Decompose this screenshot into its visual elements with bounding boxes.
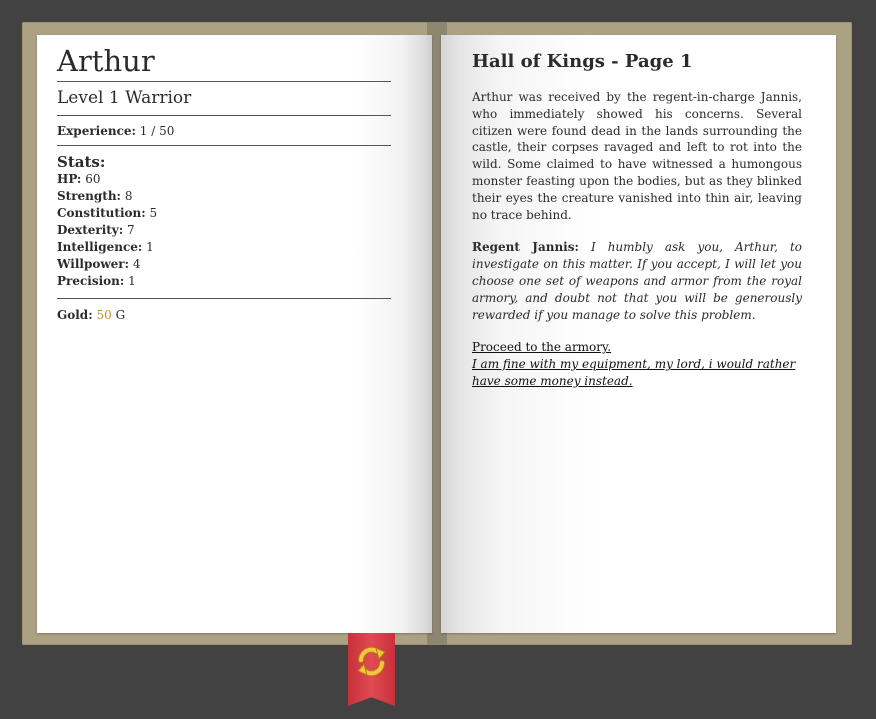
- stat-label: Constitution:: [57, 206, 146, 220]
- page-title: Hall of Kings - Page 1: [472, 51, 693, 72]
- experience-label: Experience:: [57, 124, 136, 138]
- stat-label: Dexterity:: [57, 223, 124, 237]
- choice-money-link[interactable]: I am fine with my equipment, my lord, i would rather have some money instead.: [472, 357, 796, 388]
- stat-strength: [57, 188, 391, 205]
- stats-section: [57, 146, 391, 298]
- stat-hp: [57, 171, 391, 188]
- stat-value: 8: [124, 189, 133, 203]
- speaker-name: Regent Jannis:: [472, 240, 579, 255]
- stat-label: Precision:: [57, 274, 125, 288]
- character-page: [37, 35, 432, 633]
- stat-intelligence: [57, 239, 391, 256]
- character-sheet: [57, 43, 391, 323]
- gold-unit: G: [115, 308, 126, 322]
- stat-value: 7: [127, 223, 135, 237]
- stat-label: Intelligence:: [57, 240, 143, 254]
- refresh-icon: [353, 643, 390, 680]
- experience-value: 1 / 50: [139, 124, 175, 138]
- gold-label: Gold:: [57, 308, 93, 322]
- bookmark-ribbon[interactable]: [348, 633, 395, 706]
- gold-row: [57, 299, 391, 323]
- experience-row: [57, 116, 391, 145]
- choice-armory-link[interactable]: Proceed to the armory.: [472, 340, 612, 355]
- stat-value: 1: [146, 240, 154, 254]
- stat-label: Strength:: [57, 189, 121, 203]
- stat-label: Willpower:: [57, 257, 130, 271]
- character-class: Level 1 Warrior: [57, 88, 192, 108]
- character-name: Arthur: [57, 44, 155, 78]
- stat-value: 5: [149, 206, 158, 220]
- dialogue-text: I humbly ask you, Arthur, to investigate on this matter. If you accept, I will let you choose one set of weapons and armor from the royal armory, and doubt not that you will be generously rewarded if you manage to solve this problem.: [472, 240, 802, 322]
- stat-value: 60: [85, 172, 101, 186]
- gold-amount: 50: [96, 308, 112, 322]
- stat-constitution: [57, 205, 391, 222]
- stat-dexterity: [57, 222, 391, 239]
- stat-precision: [57, 273, 391, 290]
- story-page: [441, 35, 836, 633]
- dialogue: [472, 239, 802, 323]
- stats-title: Stats:: [57, 153, 106, 171]
- stat-value: 1: [128, 274, 136, 288]
- story-paragraph: Arthur was received by the regent-in-charge Jannis, who immediately showed his concerns. Several citizen were found dead in the lands surrounding the castle, their corpses ravaged and left to rot into the wild. Some claimed to have witnessed a humongous monster feasting upon the bodies, but as they blinked their eyes the creature vanished into thin air, leaving no trace behind.: [472, 90, 802, 222]
- story-content: [472, 50, 802, 390]
- stat-label: HP:: [57, 172, 82, 186]
- stat-value: 4: [132, 257, 141, 271]
- stat-willpower: [57, 256, 391, 273]
